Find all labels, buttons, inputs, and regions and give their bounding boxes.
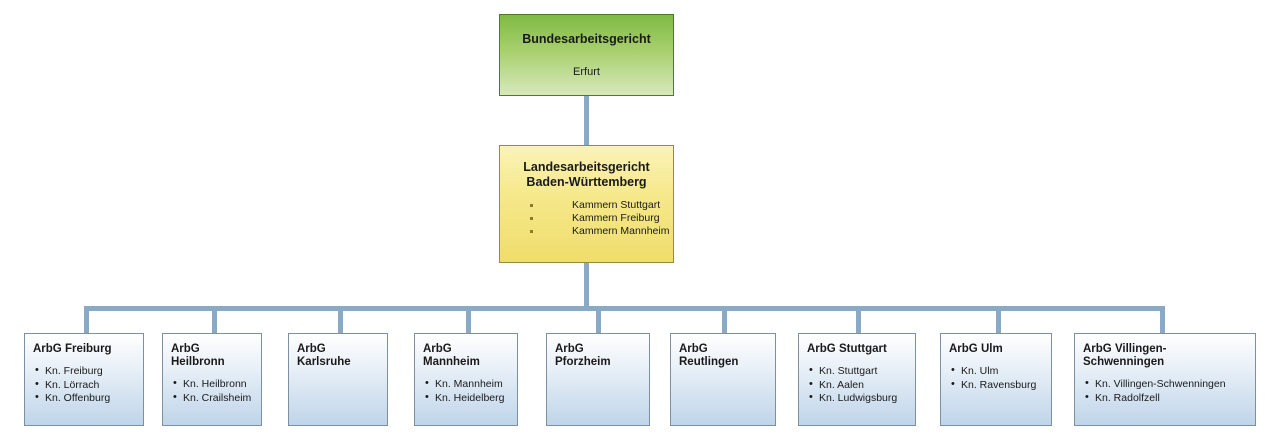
connector-drop-8 xyxy=(996,306,1001,333)
connector-drop-7 xyxy=(856,306,861,333)
list-item: • Kn. Ravensburg xyxy=(949,379,1043,393)
node-arbg-mannheim[interactable] xyxy=(414,333,518,426)
connector-drop-1 xyxy=(84,306,89,333)
local-court-branch-list xyxy=(949,365,1043,392)
list-item: • Kn. Freiburg xyxy=(33,365,135,379)
federal-court-location: Erfurt xyxy=(573,66,600,78)
list-item: • Kn. Villingen-Schwenningen xyxy=(1083,378,1247,392)
node-arbg-karlsruhe[interactable] xyxy=(288,333,388,426)
list-item: • Kn. Stuttgart xyxy=(807,365,907,379)
connector-federal-to-state xyxy=(584,96,589,145)
local-court-branch-list xyxy=(423,378,509,405)
local-court-branch-list xyxy=(171,378,253,405)
connector-drop-9 xyxy=(1160,306,1165,333)
list-item: Kammern Freiburg xyxy=(530,212,673,225)
state-court-chamber-list xyxy=(500,199,673,238)
list-item: • Kn. Radolfzell xyxy=(1083,392,1247,406)
list-item: • Kn. Lörrach xyxy=(33,379,135,393)
local-court-branch-list xyxy=(1083,378,1247,405)
state-court-name-line1: Landesarbeitsgericht xyxy=(523,160,650,174)
local-court-name: ArbG Karlsruhe xyxy=(297,343,351,368)
connector-drop-6 xyxy=(722,306,727,333)
node-arbg-heilbronn[interactable] xyxy=(162,333,262,426)
node-arbg-freiburg[interactable] xyxy=(24,333,144,426)
list-item: • Kn. Ludwigsburg xyxy=(807,392,907,406)
list-item: • Kn. Heilbronn xyxy=(171,378,253,392)
local-court-name: ArbG Villingen-Schwenningen xyxy=(1083,343,1167,368)
connector-drop-5 xyxy=(596,306,601,333)
local-court-name: ArbG Freiburg xyxy=(33,343,112,355)
connector-drop-2 xyxy=(212,306,217,333)
node-arbg-reutlingen[interactable] xyxy=(670,333,776,426)
node-landesarbeitsgericht[interactable] xyxy=(499,145,674,263)
list-item: Kammern Mannheim xyxy=(530,225,673,238)
local-court-name: ArbG Heilbronn xyxy=(171,343,225,368)
node-bundesarbeitsgericht[interactable] xyxy=(499,14,674,96)
node-arbg-ulm[interactable] xyxy=(940,333,1052,426)
list-item: • Kn. Crailsheim xyxy=(171,392,253,406)
local-court-name: ArbG Ulm xyxy=(949,343,1003,355)
local-court-branch-list xyxy=(33,365,135,406)
node-arbg-pforzheim[interactable] xyxy=(546,333,650,426)
node-arbg-stuttgart[interactable] xyxy=(798,333,916,426)
local-court-name: ArbG Reutlingen xyxy=(679,343,739,368)
federal-court-name: Bundesarbeitsgericht xyxy=(522,32,651,46)
local-court-branch-list xyxy=(807,365,907,406)
list-item: • Kn. Ulm xyxy=(949,365,1043,379)
state-court-name-line2: Baden-Württemberg xyxy=(526,175,647,189)
local-court-name: ArbG Stuttgart xyxy=(807,343,887,355)
connector-drop-3 xyxy=(338,306,343,333)
list-item: Kammern Stuttgart xyxy=(530,199,673,212)
list-item: • Kn. Mannheim xyxy=(423,378,509,392)
list-item: • Kn. Offenburg xyxy=(33,392,135,406)
list-item: • Kn. Heidelberg xyxy=(423,392,509,406)
connector-state-down xyxy=(584,263,589,308)
local-court-name: ArbG Mannheim xyxy=(423,343,480,368)
connector-drop-4 xyxy=(466,306,471,333)
list-item: • Kn. Aalen xyxy=(807,379,907,393)
local-court-name: ArbG Pforzheim xyxy=(555,343,611,368)
node-arbg-villingen-schwenningen[interactable] xyxy=(1074,333,1256,426)
